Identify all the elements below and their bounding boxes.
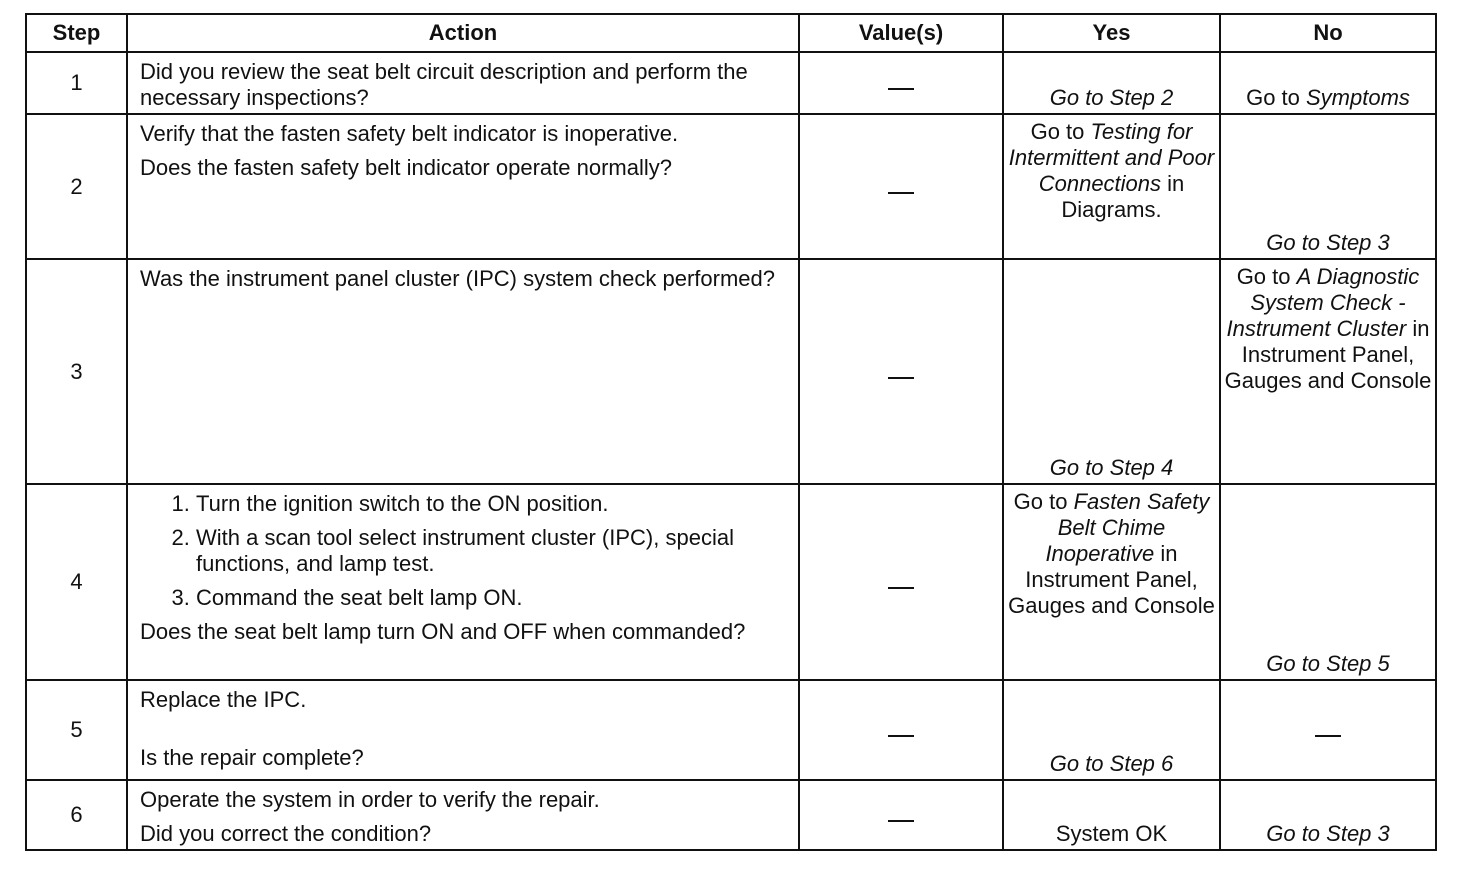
header-action: Action (127, 14, 799, 52)
yes-cell (1003, 259, 1220, 484)
step-number: 3 (26, 259, 127, 484)
no-link: Go to Step 3 (1266, 821, 1390, 846)
action-cell (127, 780, 799, 850)
action-text: Operate the system in order to verify the repair. (140, 787, 600, 812)
header-no: No (1220, 14, 1436, 52)
no-cell (1220, 484, 1436, 680)
header-row (26, 14, 1436, 52)
yes-link: Testing for Intermittent and Poor Connections (1008, 119, 1215, 196)
step-number: 1 (26, 52, 127, 114)
table-row (26, 484, 1436, 680)
action-question: Does the fasten safety belt indicator operate normally? (140, 155, 672, 180)
action-question: Does the seat belt lamp turn ON and OFF when commanded? (140, 619, 746, 644)
header-step: Step (26, 14, 127, 52)
action-cell (127, 52, 799, 114)
value-cell (799, 114, 1003, 259)
dash-mark (888, 192, 914, 194)
no-link: A Diagnostic System Check - Instrument Cluster (1226, 264, 1420, 341)
list-item: 3. Command the seat belt lamp ON. (196, 585, 788, 611)
no-cell (1220, 680, 1436, 780)
action-text: Did you review the seat belt circuit description and perform the necessary inspections? (140, 59, 748, 110)
yes-cell: Go to Testing for Intermittent and Poor Connections in Diagrams. (1003, 114, 1220, 259)
dash-mark (888, 88, 914, 90)
value-cell (799, 780, 1003, 850)
header-values: Value(s) (799, 14, 1003, 52)
yes-link: Go to Step 6 (1049, 751, 1174, 776)
step-number: 5 (26, 680, 127, 780)
action-text: Verify that the fasten safety belt indicator is inoperative. (140, 121, 679, 146)
yes-cell (1003, 680, 1220, 780)
table-row (26, 780, 1436, 850)
dash-mark (888, 820, 914, 822)
action-cell (127, 114, 799, 259)
value-cell (799, 52, 1003, 114)
list-item: 2. With a scan tool select instrument cluster (IPC), special functions, and lamp test. (196, 525, 788, 577)
yes-cell: Go to Fasten Safety Belt Chime Inoperative in Instrument Panel, Gauges and Console (1003, 484, 1220, 680)
table-row (26, 259, 1436, 484)
header-yes: Yes (1003, 14, 1220, 52)
action-question: Did you correct the condition? (140, 821, 432, 846)
action-text: Was the instrument panel cluster (IPC) system check performed? (140, 266, 775, 291)
dash-mark (888, 377, 914, 379)
table-row (26, 680, 1436, 780)
numbered-list (140, 491, 788, 611)
step-number: 4 (26, 484, 127, 680)
yes-text: System OK (1055, 821, 1168, 846)
list-item: 1. Turn the ignition switch to the ON position. (196, 491, 788, 517)
no-cell: Go to Symptoms (1220, 52, 1436, 114)
dash-mark (888, 735, 914, 737)
no-cell (1220, 780, 1436, 850)
action-text: Replace the IPC. (140, 687, 307, 712)
no-link: Symptoms (1306, 85, 1410, 110)
step-number: 2 (26, 114, 127, 259)
value-cell (799, 484, 1003, 680)
value-cell (799, 259, 1003, 484)
value-cell (799, 680, 1003, 780)
action-question: Is the repair complete? (140, 745, 364, 770)
dash-mark (1315, 735, 1341, 737)
action-cell (127, 680, 799, 780)
step-number: 6 (26, 780, 127, 850)
no-cell (1220, 114, 1436, 259)
yes-link: Fasten Safety Belt Chime Inoperative (1045, 489, 1210, 566)
dash-mark (888, 587, 914, 589)
yes-cell (1003, 780, 1220, 850)
no-cell: Go to A Diagnostic System Check - Instrument Cluster in Instrument Panel, Gauges and Console (1220, 259, 1436, 484)
diagnostic-table (25, 13, 1437, 851)
table-row (26, 114, 1436, 259)
no-link: Go to Step 3 (1266, 230, 1390, 255)
yes-cell (1003, 52, 1220, 114)
action-cell (127, 259, 799, 484)
action-cell (127, 484, 799, 680)
no-link: Go to Step 5 (1266, 651, 1390, 676)
yes-link: Go to Step 4 (1049, 455, 1174, 480)
table-row (26, 52, 1436, 114)
yes-link: Go to Step 2 (1049, 85, 1174, 110)
